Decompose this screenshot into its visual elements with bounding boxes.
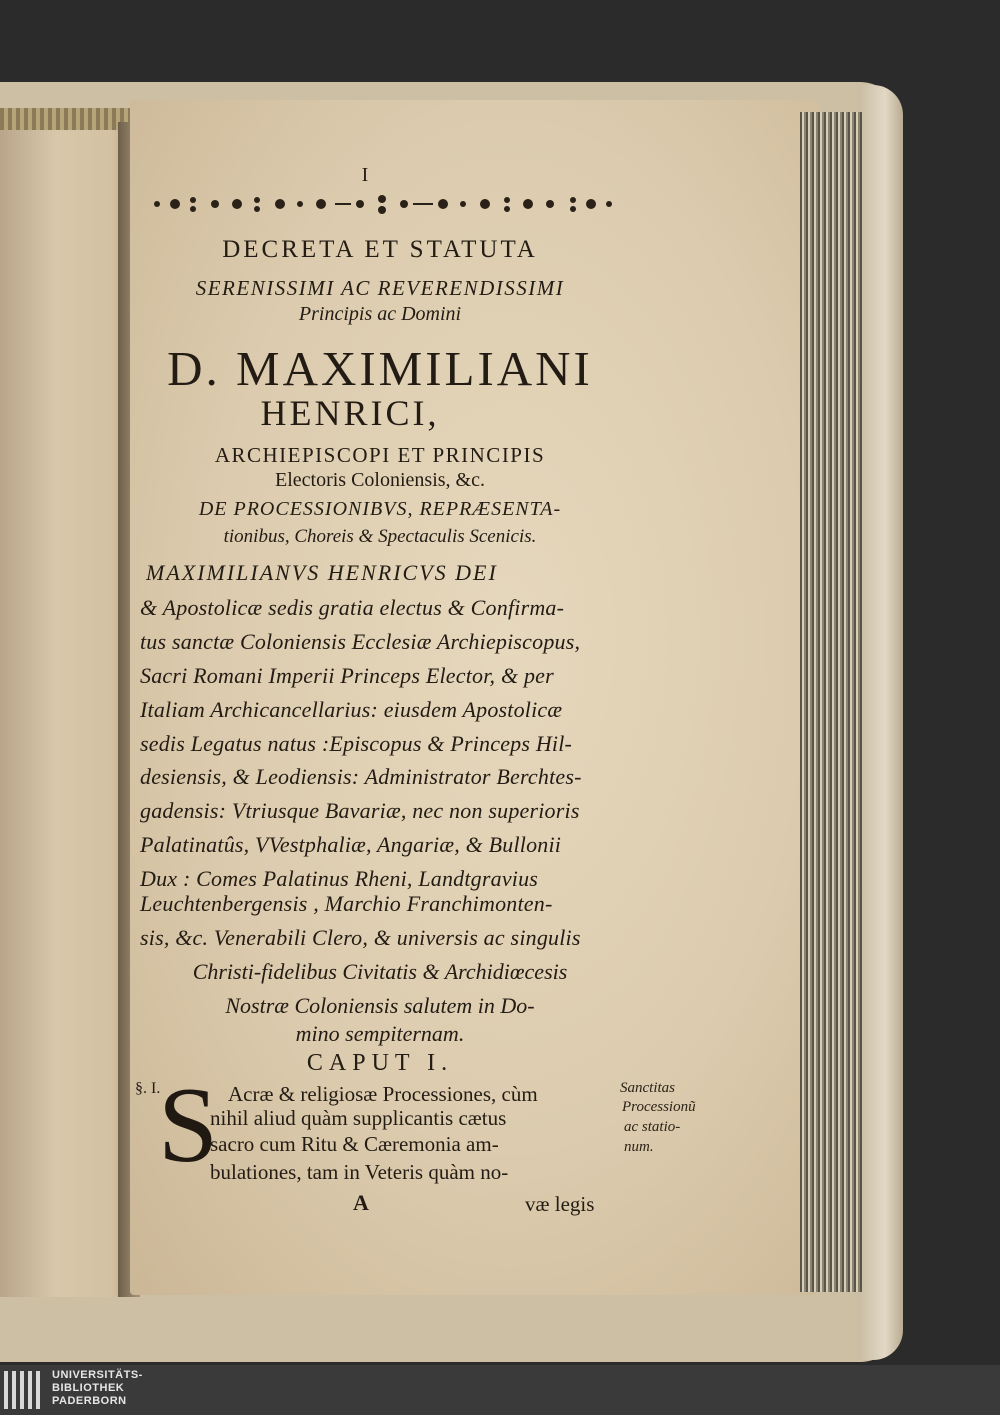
- body-line: gadensis: Vtriusque Bavariæ, nec non superioris: [140, 798, 580, 823]
- chapter-heading: CAPUT I.: [306, 1050, 454, 1076]
- paragraph-line: Acræ & religiosæ Processiones, cùm: [228, 1082, 538, 1106]
- paragraph-line: nihil aliud quàm supplicantis cætus: [210, 1106, 507, 1130]
- body-line: Palatinatûs, VVestphaliæ, Angariæ, & Bullonii: [140, 832, 562, 857]
- drop-cap: S: [158, 1066, 219, 1185]
- logo-line: PADERBORN: [52, 1395, 127, 1407]
- margin-note-line: num.: [624, 1139, 654, 1155]
- signature-mark: A: [353, 1190, 369, 1215]
- paragraph-line: sacro cum Ritu & Cæremonia am-: [210, 1132, 499, 1156]
- body-line: MAXIMILIANVS HENRICVS DEI: [146, 560, 498, 585]
- subheading-serenissimi: SERENISSIMI AC REVERENDISSIMI: [195, 276, 565, 300]
- page-number: I: [361, 164, 369, 186]
- margin-note-line: Processionũ: [622, 1099, 696, 1115]
- body-line: Nostræ Coloniensis salutem in Do-: [225, 993, 535, 1018]
- body-line: sis, &c. Venerabili Clero, & universis ac singulis: [140, 925, 581, 950]
- body-line: Christi-fidelibus Civitatis & Archidiœcesis: [192, 959, 568, 984]
- section-mark: §. I.: [135, 1080, 161, 1097]
- title-electoris: Electoris Coloniensis, &c.: [275, 469, 485, 491]
- title-archiepiscopi: ARCHIEPISCOPI ET PRINCIPIS: [214, 443, 546, 467]
- ornament-band-icon: [145, 188, 620, 220]
- topic-tionibus: tionibus, Choreis & Spectaculis Scenicis.: [223, 526, 537, 547]
- paragraph-line: bulationes, tam in Veteris quàm no-: [210, 1160, 509, 1184]
- body-line: mino sempiternam.: [295, 1021, 465, 1046]
- logo-line: UNIVERSITÄTS-: [52, 1369, 143, 1381]
- name-maximiliani: D. MAXIMILIANI: [167, 341, 593, 396]
- body-line: & Apostolicæ sedis gratia electus & Confirma-: [140, 595, 565, 620]
- body-line: sedis Legatus natus :Episcopus & Princeps Hil-: [140, 731, 573, 756]
- body-line: tus sanctæ Coloniensis Ecclesiæ Archiepiscopus,: [140, 629, 581, 654]
- logo-line: BIBLIOTHEK: [52, 1382, 125, 1394]
- cover-edge: [858, 85, 903, 1360]
- library-logo-icon: [0, 1365, 46, 1415]
- body-line: Leuchtenbergensis , Marchio Franchimonten-: [140, 891, 553, 916]
- heading-title: DECRETA ET STATUTA: [222, 236, 538, 263]
- catchword: væ legis: [525, 1192, 595, 1216]
- body-line: Sacri Romani Imperii Princeps Elector, & per: [140, 663, 554, 688]
- topic-processionibus: DE PROCESSIONIBVS, REPRÆSENTA-: [198, 498, 562, 520]
- margin-note-line: Sanctitas: [620, 1080, 675, 1096]
- body-line: Italiam Archicancellarius: eiusdem Apostolicæ: [140, 697, 563, 722]
- name-henrici: HENRICI,: [260, 393, 440, 433]
- body-line: desiensis, & Leodiensis: Administrator Berchtes-: [140, 764, 582, 789]
- margin-note-line: ac statio-: [624, 1119, 681, 1135]
- library-logo-bar: [0, 1365, 1000, 1415]
- page-edges: [800, 112, 862, 1292]
- body-line: Dux : Comes Palatinus Rheni, Landtgravius: [140, 866, 539, 891]
- subheading-principis: Principis ac Domini: [298, 303, 462, 325]
- library-logo-text: [52, 1369, 143, 1408]
